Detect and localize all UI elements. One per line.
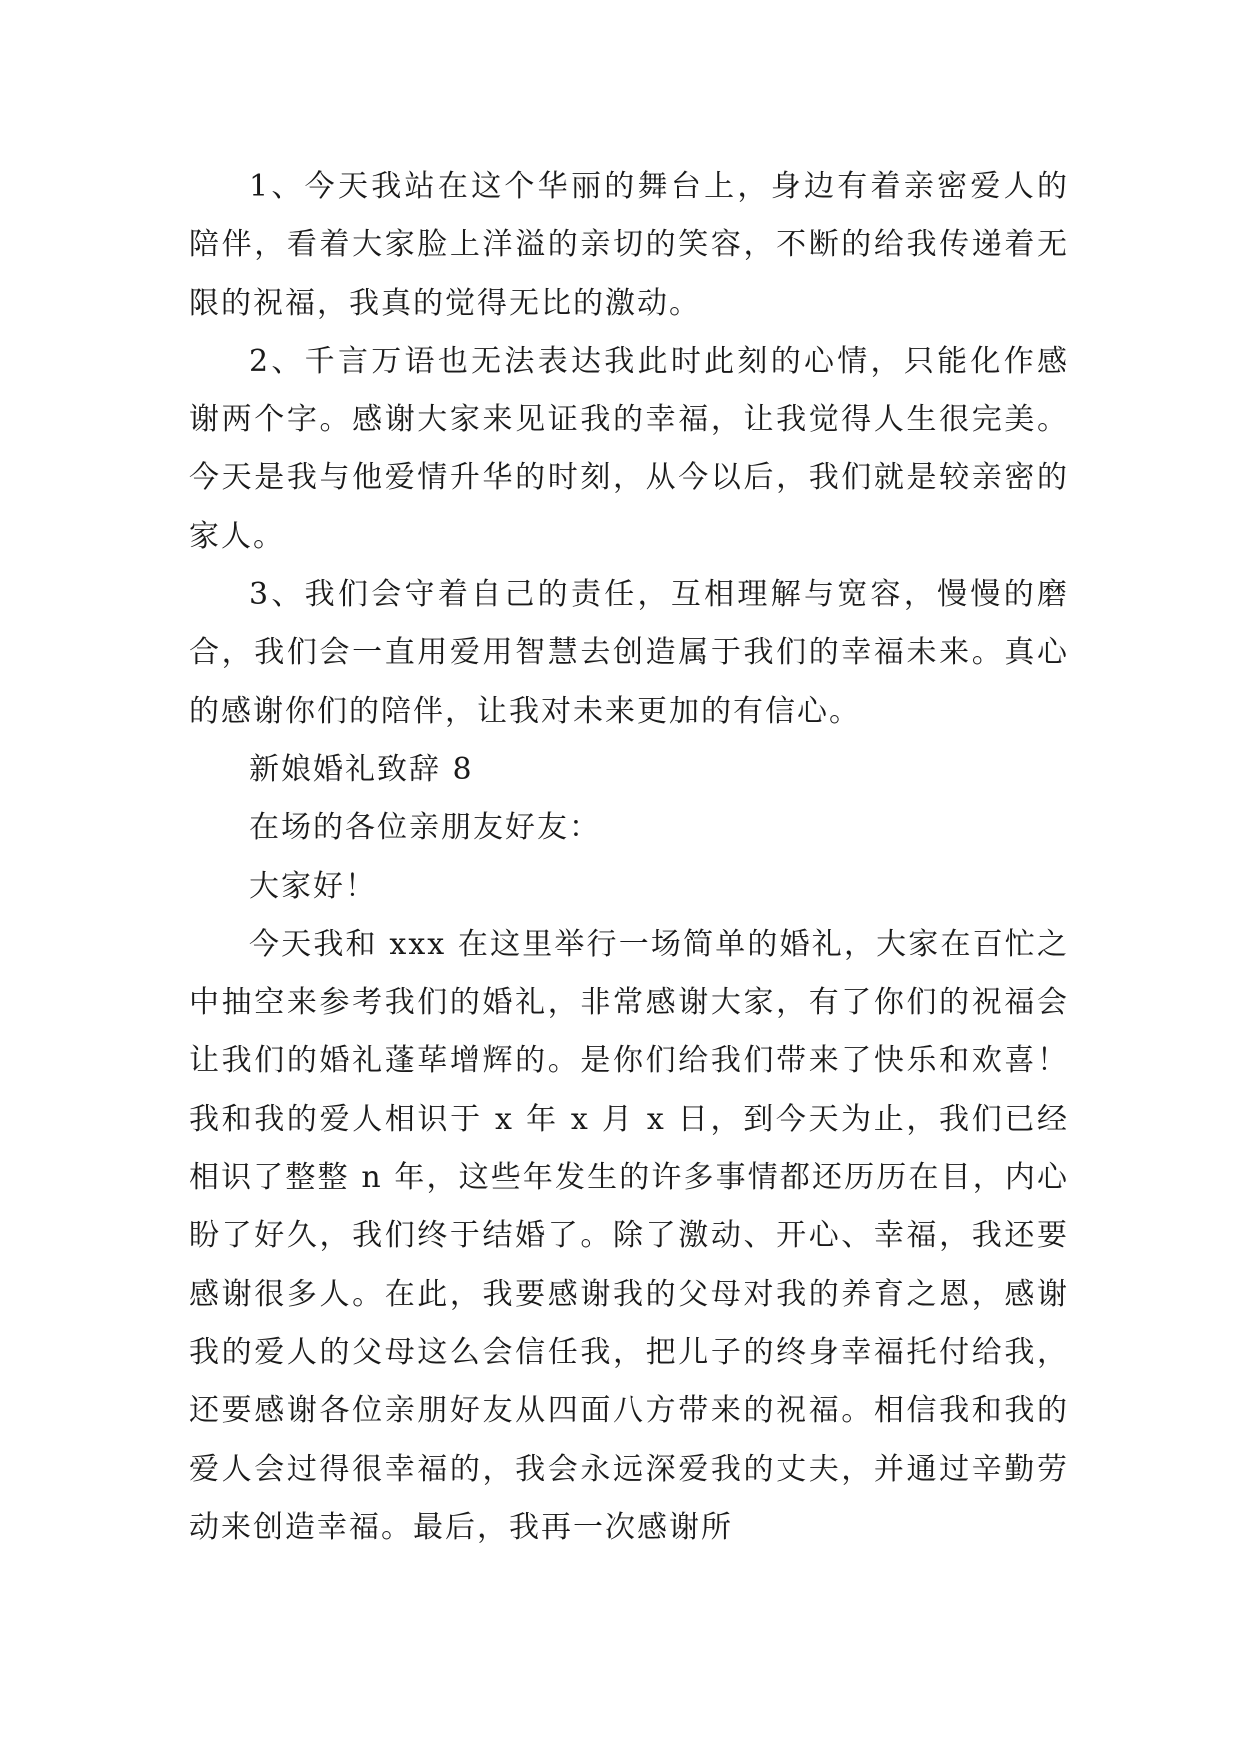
document-body bbox=[189, 158, 1069, 1557]
salutation: 在场的各位亲朋友好友： bbox=[249, 810, 601, 846]
paragraph-3: 3、我们会守着自己的责任，互相理解与宽容，慢慢的磨合，我们会一直用爱用智慧去创造属于我们的幸福未来。真心的感谢你们的陪伴，让我对未来更加的有信心。 bbox=[189, 577, 1069, 729]
greeting: 大家好！ bbox=[249, 868, 377, 904]
section-heading: 新娘婚礼致辞 8 bbox=[249, 751, 474, 787]
paragraph-2: 2、千言万语也无法表达我此时此刻的心情，只能化作感谢两个字。感谢大家来见证我的幸福，让我觉得人生很完美。今天是我与他爱情升华的时刻，从今以后，我们就是较亲密的家人。 bbox=[189, 343, 1069, 554]
speech-body: 今天我和 xxx 在这里举行一场简单的婚礼，大家在百忙之中抽空来参考我们的婚礼，非常感谢大家，有了你们的祝福会让我们的婚礼蓬荜增辉的。是你们给我们带来了快乐和欢喜！我和我的爱人相识于 x 年 x 月 x 日，到今天为止，我们已经相识了整整 n 年，这些年发生的许多事情都还历历在目，内心盼了好久，我们终于结婚了。除了激动、开心、幸福，我还要感谢很多人。在此，我要感谢我的父母对我的养育之恩，感谢我的爱人的父母这么会信任我，把儿子的终身幸福托付给我，还要感谢各位亲朋好友从四面八方带来的祝福。相信我和我的爱人会过得很幸福的，我会永远深爱我的丈夫，并通过辛勤劳动来创造幸福。最后，我再一次感谢所 bbox=[189, 926, 1069, 1545]
paragraph-1: 1、今天我站在这个华丽的舞台上，身边有着亲密爱人的陪伴，看着大家脸上洋溢的亲切的笑容，不断的给我传递着无限的祝福，我真的觉得无比的激动。 bbox=[189, 169, 1069, 321]
